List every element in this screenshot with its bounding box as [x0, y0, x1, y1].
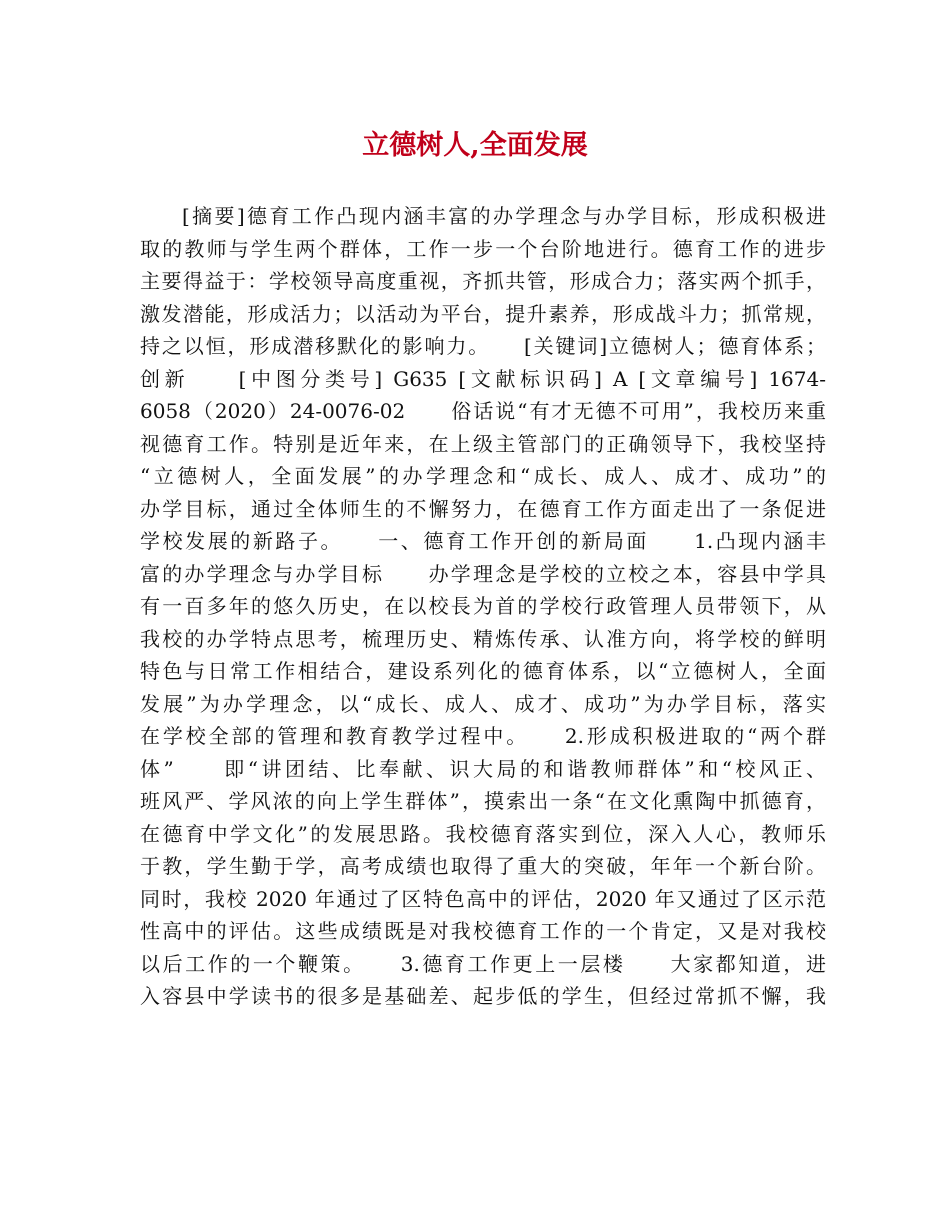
body-line: 主要得益于：学校领导高度重视，齐抓共管，形成合力；落实两个抓手，	[140, 269, 826, 293]
body-line: 我校的办学特点思考，梳理历史、精炼传承、认准方向，将学校的鲜明	[140, 626, 826, 651]
body-line: 视德育工作。特别是近年来，在上级主管部门的正确领导下，我校坚持	[140, 431, 826, 456]
document-title: 立德树人,全面发展	[362, 130, 588, 161]
body-line: 激发潜能，形成活力；以活动为平台，提升素养，形成战斗力；抓常规，	[140, 301, 826, 326]
body-line: 持之以恒，形成潜移默化的影响力。 [关键词]立德树人；德育体系；	[140, 334, 826, 358]
body-line: 性高中的评估。这些成绩既是对我校德育工作的一个肯定，又是对我校	[140, 919, 826, 943]
body-line: 办学目标，通过全体师生的不懈努力，在德育工作方面走出了一条促进	[140, 496, 826, 521]
body-line: 班风严、学风浓的向上学生群体”，摸索出一条“在文化熏陶中抓德育，	[140, 789, 826, 813]
body-line: 以后工作的一个鞭策。 3.德育工作更上一层楼 大家都知道，进	[140, 951, 826, 976]
body-line: 富的办学理念与办学目标 办学理念是学校的立校之本，容县中学具	[140, 561, 826, 586]
body-line: [摘要]德育工作凸现内涵丰富的办学理念与办学目标，形成积极进	[182, 204, 826, 228]
body-line: 有一百多年的悠久历史，在以校長为首的学校行政管理人员带领下，从	[140, 594, 826, 618]
body-line: 在德育中学文化”的发展思路。我校德育落实到位，深入人心，教师乐	[140, 821, 826, 846]
body-line: “立德树人，全面发展”的办学理念和“成长、成人、成才、成功”的	[140, 464, 826, 488]
body-line: 6058（2020）24-0076-02 俗话说“有才无德不可用”，我校历来重	[140, 399, 826, 423]
body-line: 于教，学生勤于学，高考成绩也取得了重大的突破，年年一个新台阶。	[140, 854, 826, 878]
document-body	[140, 200, 826, 1013]
body-line: 同时，我校 2020 年通过了区特色高中的评估，2020 年又通过了区示范	[140, 886, 826, 911]
body-line: 取的教师与学生两个群体，工作一步一个台阶地进行。德育工作的进步	[140, 236, 826, 261]
body-line: 在学校全部的管理和教育教学过程中。 2.形成积极进取的“两个群	[140, 724, 826, 748]
body-line: 创新 [中图分类号] G635 [文献标识码] A [文章编号] 1674-	[140, 366, 826, 391]
body-line: 入容县中学读书的很多是基础差、起步低的学生，但经过常抓不懈，我	[140, 984, 826, 1008]
body-line: 学校发展的新路子。 一、德育工作开创的新局面 1.凸现内涵丰	[140, 529, 826, 553]
body-line: 发展”为办学理念，以“成长、成人、成才、成功”为办学目标，落实	[140, 691, 826, 716]
body-line: 体” 即“讲团结、比奉献、识大局的和谐教师群体”和“校风正、	[140, 756, 826, 781]
body-line: 特色与日常工作相结合，建设系列化的德育体系，以“立德树人，全面	[140, 659, 826, 683]
